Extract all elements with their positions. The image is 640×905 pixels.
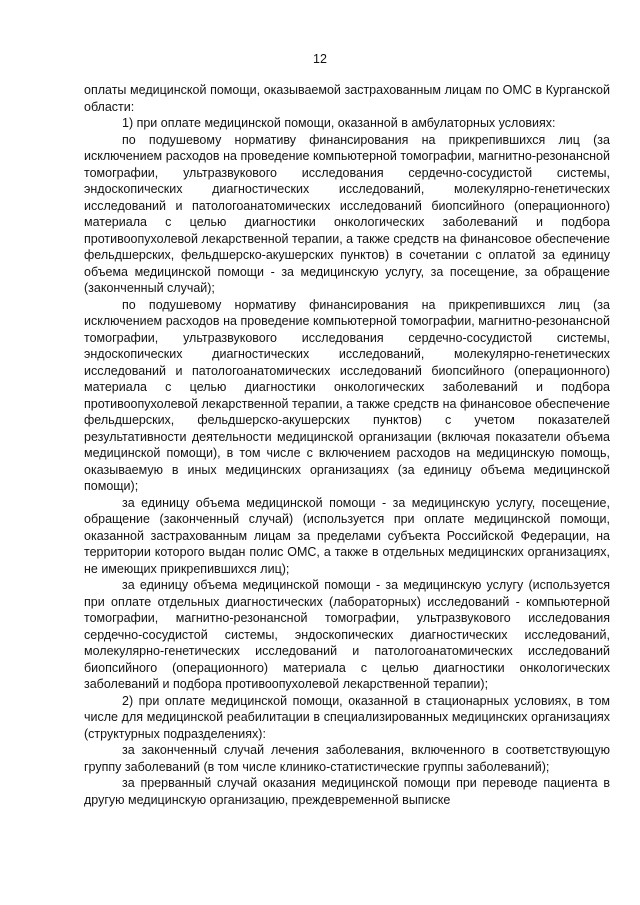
paragraph-completed-case: за законченный случай лечения заболевания, включенного в соответствующую группу заболеваний (в том числе клинико-статистические группы заболеваний); xyxy=(84,743,610,774)
paragraph-unit-visit: за единицу объема медицинской помощи - за медицинскую услугу, посещение, обращение (законченный случай) (используется при оплате медицинской помощи, оказанной застрахованным лицам за пределами субъекта Российской Федерации, на территории которого выдан полис ОМС, а также в отдельных медицинских организациях, не имеющих прикрепившихся лиц); xyxy=(84,495,610,576)
paragraph-item-1-heading: 1) при оплате медицинской помощи, оказанной в амбулаторных условиях: xyxy=(122,116,556,130)
paragraph-per-capita-performance: по подушевому нормативу финансирования на прикрепившихся лиц (за исключением расходов на проведение компьютерной томографии, магнитно-резонансной томографии, ультразвукового исследования сердечно-сосудистой системы, эндоскопических диагностических исследований, молекулярно-генетических исследований и патологоанатомических исследований биопсийного (операционного) материала с целью диагностики онкологических заболеваний и подбора противоопухолевой лекарственной терапии, а также средств на финансовое обеспечение фельдшерских, фельдшерско-акушерских пунктов) с учетом показателей результативности деятельности медицинской организации (включая показатели объема медицинской помощи), в том числе с включением расходов на медицинскую помощь, оказываемую в иных медицинских организациях (за единицу объема медицинской помощи); xyxy=(84,297,610,493)
page-number: 12 xyxy=(313,52,327,66)
document-body xyxy=(84,82,610,808)
paragraph-continuation: оплаты медицинской помощи, оказываемой застрахованным лицам по ОМС в Курганской области: xyxy=(84,83,610,114)
paragraph-unit-service: за единицу объема медицинской помощи - за медицинскую услугу (используется при оплате отдельных диагностических (лабораторных) исследований - компьютерной томографии, магнитно-резонансной томографии, ультразвукового исследования сердечно-сосудистой системы, эндоскопических диагностических исследований, молекулярно-генетических исследований и патологоанатомических исследований биопсийного (операционного) материала с целью диагностики онкологических заболеваний и подбора противоопухолевой лекарственной терапии); xyxy=(84,578,610,691)
paragraph-per-capita-combined: по подушевому нормативу финансирования на прикрепившихся лиц (за исключением расходов на проведение компьютерной томографии, магнитно-резонансной томографии, ультразвукового исследования сердечно-сосудистой системы, эндоскопических диагностических исследований, молекулярно-генетических исследований и патологоанатомических исследований биопсийного (операционного) материала с целью диагностики онкологических заболеваний и подбора противоопухолевой лекарственной терапии, а также средств на финансовое обеспечение фельдшерских, фельдшерско-акушерских пунктов) в сочетании с оплатой за единицу объема медицинской помощи - за медицинскую услугу, за посещение, за обращение (законченный случай); xyxy=(84,132,610,295)
paragraph-item-2-heading: 2) при оплате медицинской помощи, оказанной в стационарных условиях, в том числе для медицинской реабилитации в специализированных медицинских организациях (структурных подразделениях): xyxy=(84,693,610,741)
paragraph-interrupted-case: за прерванный случай оказания медицинской помощи при переводе пациента в другую медицинскую организацию, преждевременной выписке xyxy=(84,776,610,807)
